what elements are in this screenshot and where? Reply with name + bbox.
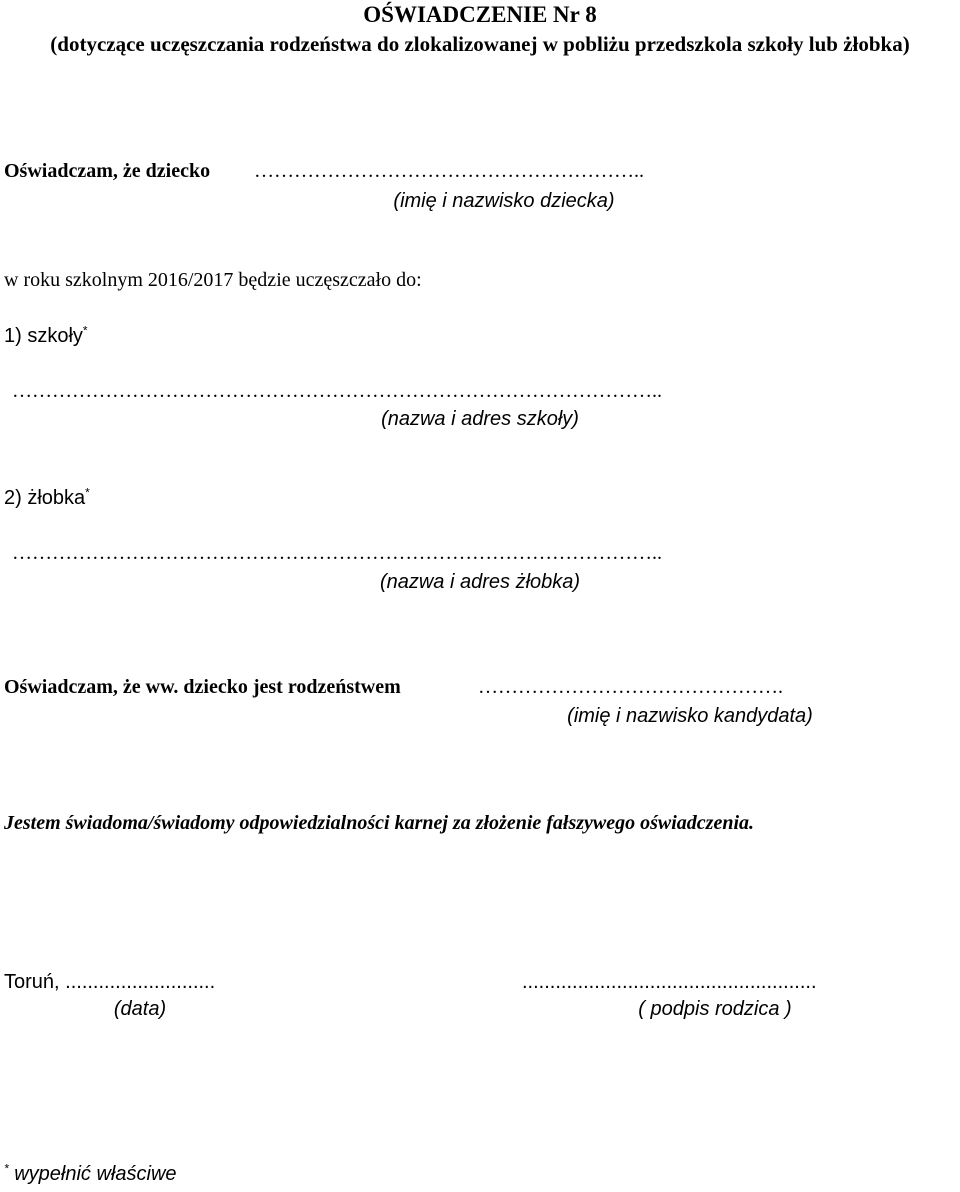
footnote-asterisk: * [4, 1161, 9, 1176]
child-label: Oświadczam, że dziecko [4, 160, 211, 182]
signature-field[interactable]: ..................................................... [522, 971, 817, 993]
school-name-field[interactable]: …………………………………………………………………………………….. [12, 380, 662, 402]
footnote-text: wypełnić właściwe [14, 1163, 177, 1185]
sibling-name-hint: (imię i nazwisko kandydata) [567, 705, 813, 727]
school-label: 1) szkoły* [4, 323, 88, 347]
nursery-name-field[interactable]: …………………………………………………………………………………….. [12, 542, 662, 564]
document-subtitle: (dotyczące uczęszczania rodzeństwa do zlokalizowanej w pobliżu przedszkola szkoły lub żłobka) [50, 32, 910, 56]
school-year-text: w roku szkolnym 2016/2017 będzie uczęszczało do: [4, 269, 422, 291]
date-hint: (data) [113, 998, 167, 1020]
place-date-field[interactable]: Toruń, ........................... [4, 971, 216, 993]
sibling-name-field[interactable]: ………………………………………. [478, 676, 783, 698]
signature-hint: ( podpis rodzica ) [638, 998, 792, 1020]
school-name-hint: (nazwa i adres szkoły) [381, 408, 579, 430]
school-asterisk: * [82, 323, 88, 338]
nursery-name-hint: (nazwa i adres żłobka) [379, 571, 581, 593]
nursery-label: 2) żłobka* [4, 485, 90, 509]
nursery-asterisk: * [85, 485, 90, 500]
sibling-label: Oświadczam, że ww. dziecko jest rodzeństwem [4, 676, 401, 698]
liability-statement: Jestem świadoma/świadomy odpowiedzialności karnej za złożenie fałszywego oświadczenia. [4, 812, 755, 834]
child-name-hint: (imię i nazwisko dziecka) [393, 190, 615, 212]
document-title: OŚWIADCZENIE Nr 8 [363, 2, 597, 27]
footnote [4, 1163, 177, 1186]
child-name-field[interactable]: ………………………………………………….. [254, 160, 644, 182]
